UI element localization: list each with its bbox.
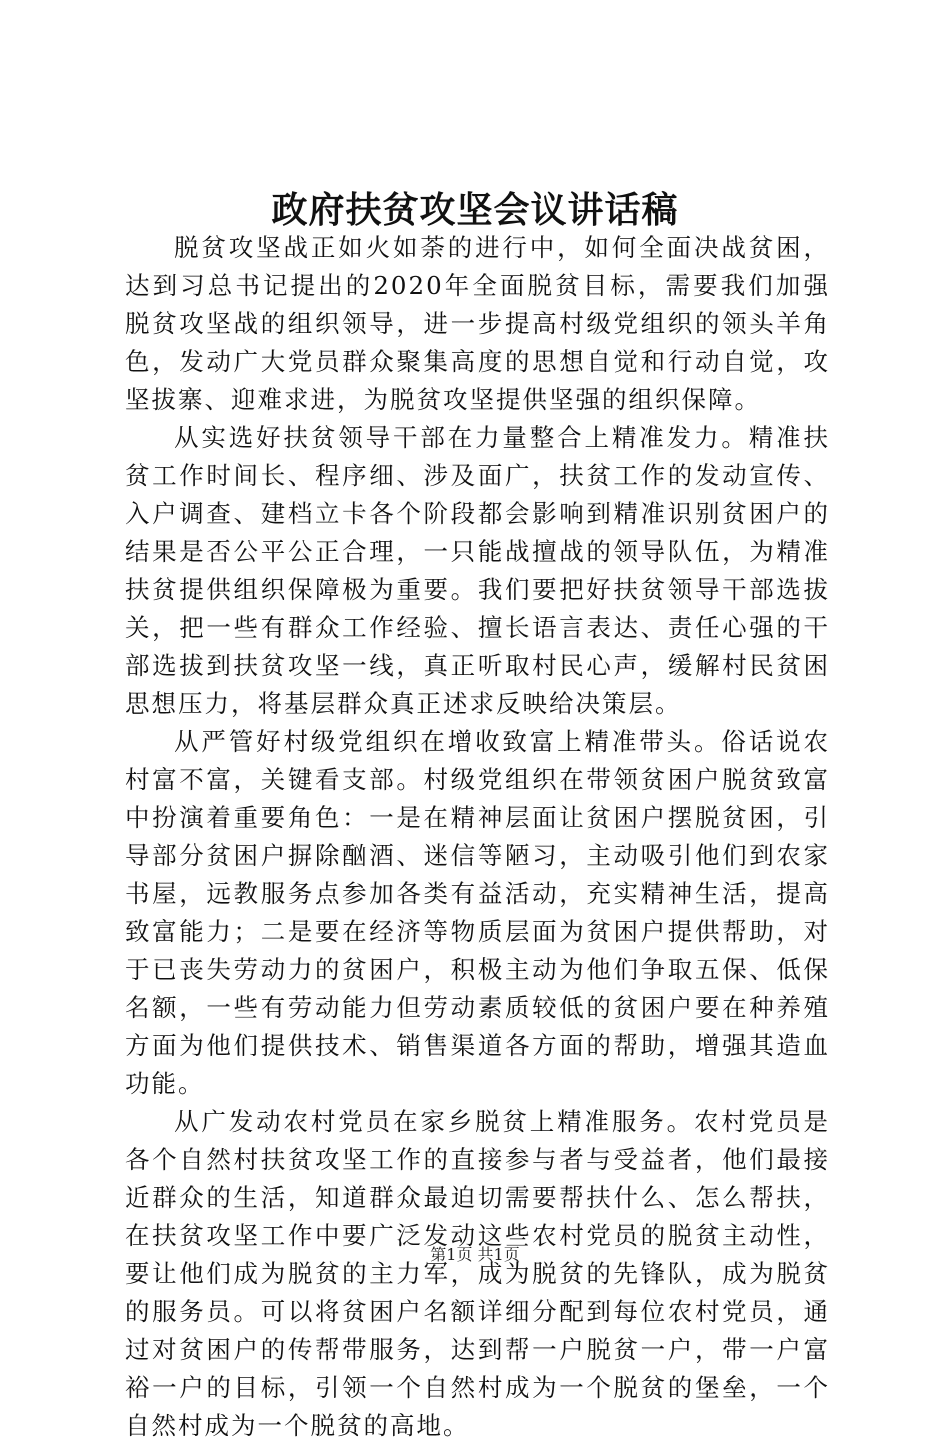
document-title: 政府扶贫攻坚会议讲话稿 xyxy=(271,189,679,231)
paragraph-3: 从严管好村级党组织在增收致富上精准带头。俗话说农村富不富，关键看支部。村级党组织在带领贫困户脱贫致富中扮演着重要角色：一是在精神层面让贫困户摆脱贫困，引导部分贫困户摒除酗酒、迷信等陋习，主动吸引他们到农家书屋，远教服务点参加各类有益活动，充实精神生活，提高致富能力；二是要在经济等物质层面为贫困户提供帮助，对于已丧失劳动力的贫困户，积极主动为他们争取五保、低保名额，一些有劳动能力但劳动素质较低的贫困户要在种养殖方面为他们提供技术、销售渠道各方面的帮助，增强其造血功能。 xyxy=(125,727,830,1098)
paragraph-2: 从实选好扶贫领导干部在力量整合上精准发力。精准扶贫工作时间长、程序细、涉及面广，扶贫工作的发动宣传、入户调查、建档立卡各个阶段都会影响到精准识别贫困户的结果是否公平公正合理，一只能战擅战的领导队伍，为精准扶贫提供组织保障极为重要。我们要把好扶贫领导干部选拔关，把一些有群众工作经验、擅长语言表达、责任心强的干部选拔到扶贫攻坚一线，真正听取村民心声，缓解村民贫困思想压力，将基层群众真正述求反映给决策层。 xyxy=(125,423,830,718)
page-footer: 第1页 共1页 xyxy=(430,1245,520,1264)
paragraph-4: 从广发动农村党员在家乡脱贫上精准服务。农村党员是各个自然村扶贫攻坚工作的直接参与者与受益者，他们最接近群众的生活，知道群众最迫切需要帮扶什么、怎么帮扶，在扶贫攻坚工作中要广泛发动这些农村党员的脱贫主动性，要让他们成为脱贫的主力军，成为脱贫的先锋队，成为脱贫的服务员。可以将贫困户名额详细分配到每位农村党员，通过对贫困户的传帮带服务，达到帮一户脱贫一户，带一户富裕一户的目标，引领一个自然村成为一个脱贫的堡垒，一个自然村成为一个脱贫的高地。 xyxy=(125,1107,830,1440)
paragraph-1: 脱贫攻坚战正如火如荼的进行中，如何全面决战贫困，达到习总书记提出的2020年全面脱贫目标，需要我们加强脱贫攻坚战的组织领导，进一步提高村级党组织的领头羊角色，发动广大党员群众聚集高度的思想自觉和行动自觉，攻坚拔寨、迎难求进，为脱贫攻坚提供坚强的组织保障。 xyxy=(125,233,830,414)
